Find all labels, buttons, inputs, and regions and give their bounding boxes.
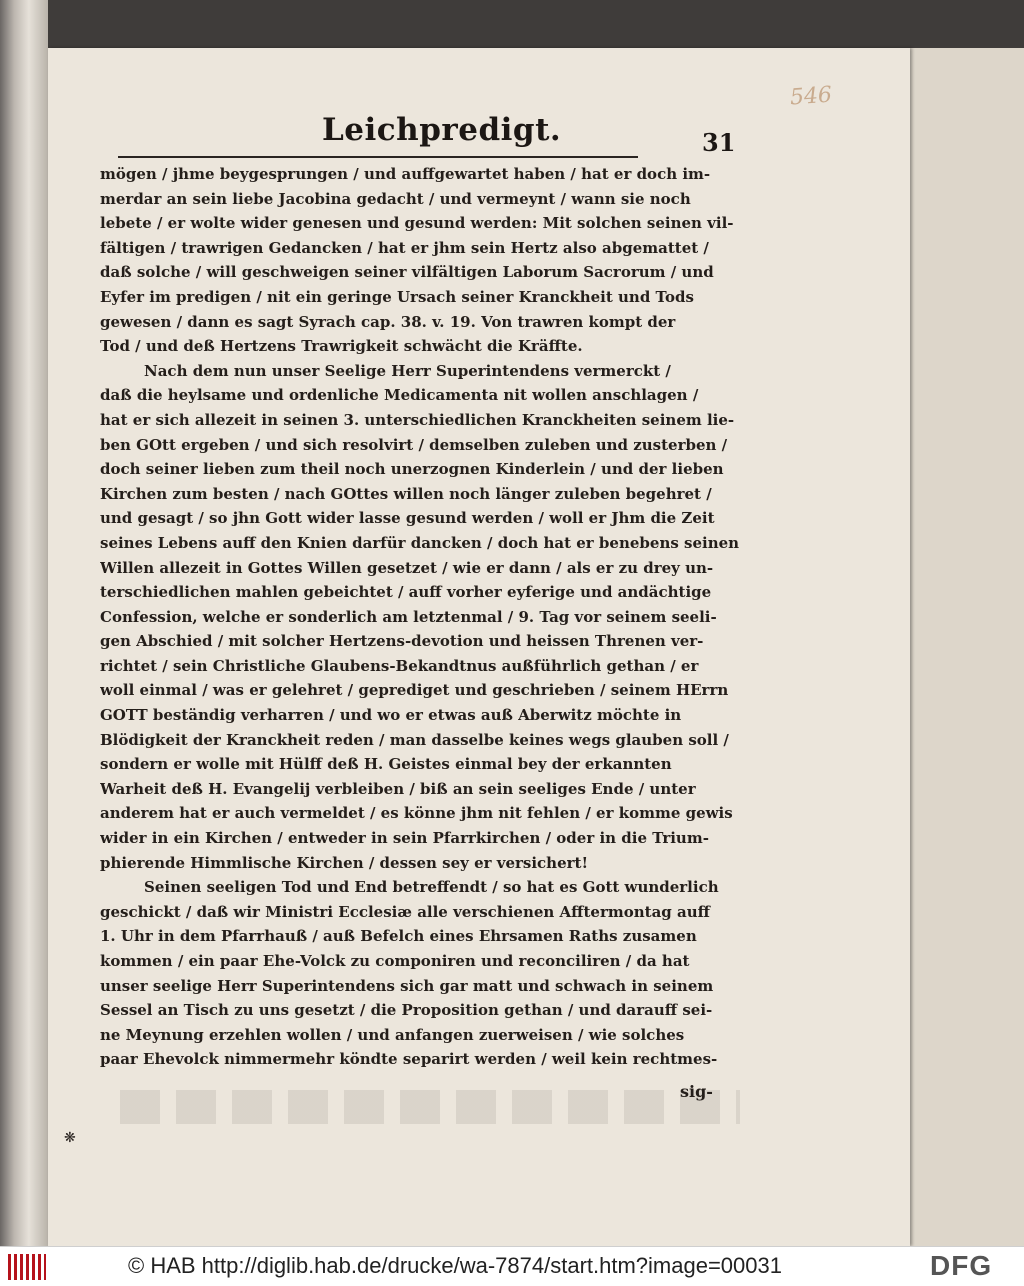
page-number: 31 — [702, 128, 736, 157]
text-line: und gesagt / so jhn Gott wider lasse gesund werden / woll er Jhm die Zeit — [100, 509, 715, 528]
text-line: GOTT beständig verharren / und wo er etwas auß Aberwitz möchte in — [100, 706, 682, 725]
dfg-logo[interactable]: DFG — [930, 1250, 993, 1281]
text-line: daß solche / will geschweigen seiner vilfältigen Laborum Sacrorum / und — [100, 263, 714, 282]
text-line: daß die heylsame und ordenliche Medicamenta nit wollen anschlagen / — [100, 386, 699, 405]
text-line: Warheit deß H. Evangelij verbleiben / biß an sein seeliges Ende / unter — [100, 779, 696, 798]
text-line: ben GOtt ergeben / und sich resolvirt / demselben zuleben und zusterben / — [100, 435, 728, 454]
text-line: terschiedlichen mahlen gebeichtet / auff vorher eyferige und andächtige — [100, 583, 712, 602]
text-line: Blödigkeit der Kranckheit reden / man dasselbe keines wegs glauben soll / — [100, 730, 729, 749]
text-line: richtet / sein Christliche Glaubens-Bekandtnus außführlich gethan / er — [100, 656, 699, 675]
show-through-text — [120, 1090, 740, 1124]
footer-citation-link[interactable]: © HAB http://diglib.hab.de/drucke/wa-7874/start.htm?image=00031 — [128, 1253, 782, 1278]
margin-mark-icon: ❋ — [64, 1130, 76, 1146]
text-line: anderem hat er auch vermeldet / es könne jhm nit fehlen / er komme gewis — [100, 804, 733, 823]
hab-logo-icon[interactable] — [8, 1254, 46, 1280]
text-line: hat er sich allezeit in seinen 3. unterschiedlichen Kranckheiten seinem lie- — [100, 410, 735, 429]
text-line: gen Abschied / mit solcher Hertzens-devotion und heissen Threnen ver- — [100, 632, 704, 651]
text-line: Seinen seeligen Tod und End betreffendt / so hat es Gott wunderlich — [144, 878, 719, 897]
text-line: kommen / ein paar Ehe-Volck zu componiren und reconciliren / da hat — [100, 952, 690, 970]
facing-page-edge — [910, 48, 1024, 1246]
header-rule — [118, 156, 638, 158]
catchword: sig- — [680, 1082, 713, 1101]
text-line: gewesen / dann es sagt Syrach cap. 38. v. 19. Von trawren kompt der — [100, 312, 676, 331]
pencil-page-note: 546 — [789, 82, 833, 111]
text-line: Sessel an Tisch zu uns gesetzt / die Proposition gethan / und darauff sei- — [100, 1001, 713, 1020]
text-line: sondern er wolle mit Hülff deß H. Geistes einmal bey der erkannten — [100, 755, 672, 774]
body-text — [100, 162, 740, 1072]
text-line: fältigen / trawrigen Gedancken / hat er jhm sein Hertz also abgemattet / — [100, 238, 709, 257]
text-line: Kirchen zum besten / nach GOttes willen noch länger zuleben begehret / — [100, 484, 712, 503]
text-line: ne Meynung erzehlen wollen / und anfangen zuerweisen / wie solches — [100, 1025, 685, 1044]
book-spine-edge — [0, 0, 48, 1246]
text-line: Tod / und deß Hertzens Trawrigkeit schwächt die Kräffte. — [100, 337, 583, 356]
text-line: mögen / jhme beygesprungen / und auffgewartet haben / hat er doch im- — [100, 165, 711, 183]
text-line: merdar an sein liebe Jacobina gedacht / und vermeynt / wann sie noch — [100, 189, 691, 208]
text-line: geschickt / daß wir Ministri Ecclesiæ alle verschienen Afftermontag auff — [100, 902, 710, 921]
text-line: paar Ehevolck nimmermehr köndte separirt werden / weil kein rechtmes- — [100, 1050, 718, 1069]
text-line: seines Lebens auff den Knien darfür dancken / doch hat er benebens seinen — [100, 533, 740, 552]
footer-bar — [0, 1246, 1024, 1286]
text-line: lebete / er wolte wider genesen und gesund werden: Mit solchen seinen vil- — [100, 214, 734, 233]
text-line: woll einmal / was er gelehret / geprediget und geschrieben / seinem HErrn — [100, 681, 729, 700]
text-line: phierende Himmlische Kirchen / dessen sey er versichert! — [100, 853, 589, 872]
running-head: Leichpredigt. — [322, 112, 562, 148]
text-line: Nach dem nun unser Seelige Herr Superintendens vermerckt / — [144, 361, 671, 380]
text-line: Eyfer im predigen / nit ein geringe Ursach seiner Kranckheit und Tods — [100, 287, 694, 306]
scan-background-top — [48, 0, 1024, 48]
text-line: Willen allezeit in Gottes Willen gesetzet / wie er dann / als er zu drey un- — [100, 558, 714, 577]
text-line: wider in ein Kirchen / entweder in sein Pfarrkirchen / oder in die Trium- — [100, 829, 709, 848]
text-line: 1. Uhr in dem Pfarrhauß / auß Befelch eines Ehrsamen Raths zusamen — [100, 927, 697, 946]
text-line: unser seelige Herr Superintendens sich gar matt und schwach in seinem — [100, 976, 714, 995]
text-line: doch seiner lieben zum theil noch unerzognen Kinderlein / und der lieben — [100, 460, 724, 479]
text-line: Confession, welche er sonderlich am letztenmal / 9. Tag vor seinem seeli- — [100, 607, 717, 626]
